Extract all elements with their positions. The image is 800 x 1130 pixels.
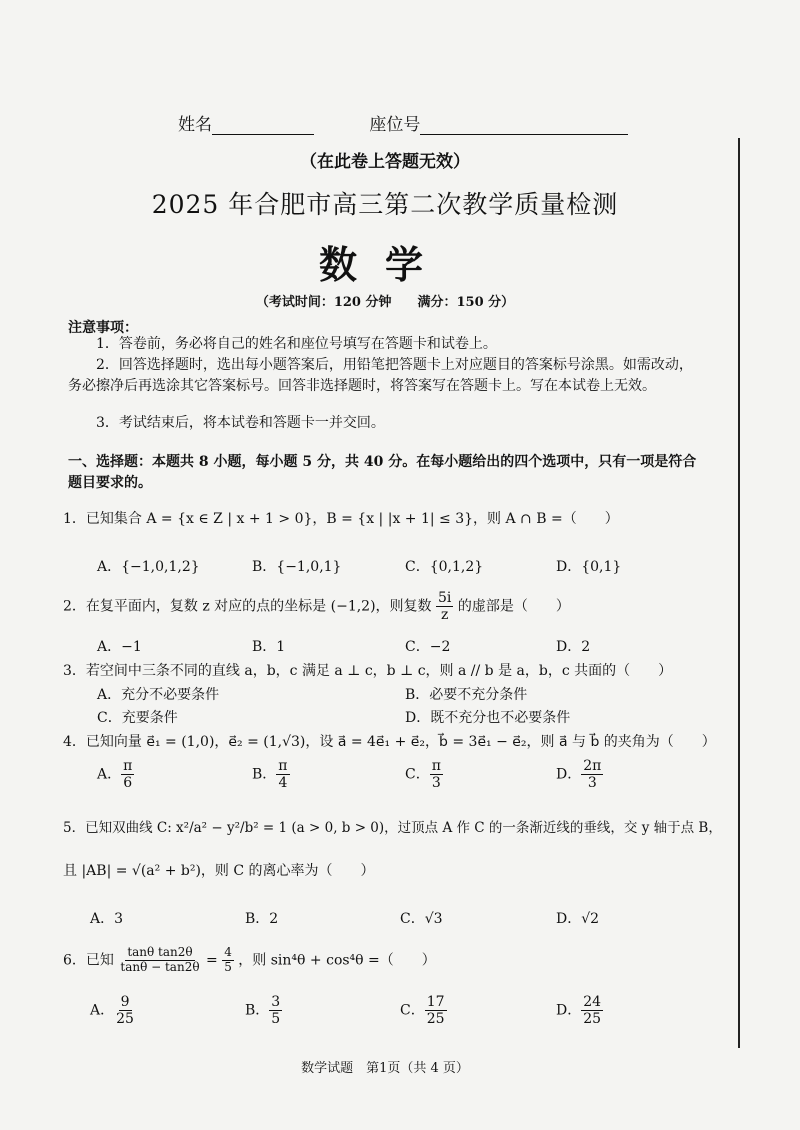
- exam-title: 2025 年合肥市高三第二次教学质量检测: [151, 190, 619, 219]
- option-fraction: [581, 758, 603, 791]
- question-3-option-d: D．既不充分也不必要条件: [405, 710, 571, 726]
- question-1-stem: 1．已知集合 A = {x ∈ Z | x + 1 > 0}，B = {x | |x + 1| ≤ 3}，则 A ∩ B =（ ）: [63, 511, 619, 527]
- question-3-stem: 3．若空间中三条不同的直线 a，b，c 满足 a ⊥ c，b ⊥ c，则 a // b 是 a，b，c 共面的（ ）: [63, 663, 673, 679]
- fraction-denominator: 25: [426, 1011, 445, 1028]
- fraction-numerator: 17: [426, 994, 445, 1010]
- question-1-option-a: A．{−1,0,1,2}: [97, 559, 200, 575]
- fraction-denominator: 4: [278, 775, 288, 792]
- question-4-option-d: [556, 758, 603, 791]
- option-label: A．: [90, 1002, 115, 1019]
- option-label: B．: [252, 766, 277, 783]
- question-5-option-b: B．2: [245, 911, 279, 927]
- fraction-numerator: π: [431, 758, 441, 774]
- question-4-option-a: [97, 758, 134, 791]
- question-5-option-a: A．3: [90, 911, 124, 927]
- question-6-option-b: [245, 994, 282, 1027]
- fraction-numerator: π: [123, 758, 133, 774]
- question-6-stem-pre: 6．已知: [63, 952, 114, 969]
- fraction-denominator: 25: [583, 1011, 602, 1028]
- fraction-numerator: 24: [583, 994, 602, 1010]
- question-4-stem: 4．已知向量 e⃗₁ = (1,0)，e⃗₂ = (1,√3)，设 a⃗ = 4e⃗₁ + e⃗₂，b⃗ = 3e⃗₁ − e⃗₂，则 a⃗ 与 b⃗ 的夹角为（ ）: [63, 734, 716, 750]
- option-fraction: [430, 758, 443, 791]
- question-3-option-a: A．充分不必要条件: [97, 687, 220, 703]
- option-fraction: [269, 994, 282, 1027]
- option-fraction: [276, 758, 289, 791]
- question-6-equals: =: [206, 952, 218, 969]
- fraction-numerator: tanθ tan2θ: [127, 945, 193, 959]
- question-1-option-d: D．{0,1}: [556, 559, 622, 575]
- page-footer: 数学试题 第1页（共 4 页）: [301, 1061, 469, 1076]
- fraction-denominator: 25: [116, 1011, 134, 1028]
- fraction-denominator: 6: [123, 775, 133, 792]
- question-2-stem: [63, 590, 703, 623]
- fraction-denominator: tanθ − tan2θ: [120, 959, 200, 974]
- seat-label: 座位号: [369, 115, 421, 135]
- option-label: D．: [556, 1002, 582, 1019]
- fraction-numerator: π: [278, 758, 288, 774]
- question-4-option-b: [252, 758, 290, 791]
- fraction-denominator: 5: [224, 959, 232, 974]
- question-2-option-d: D．2: [556, 639, 591, 655]
- question-6-fraction: [118, 946, 201, 975]
- question-2-option-c: C．−2: [405, 639, 451, 655]
- fraction-denominator: z: [441, 607, 449, 624]
- fraction-numerator: 3: [271, 994, 281, 1010]
- question-2-stem-post: 的虚部是（ ）: [457, 598, 570, 615]
- option-fraction: [581, 994, 603, 1027]
- question-4-option-c: [405, 758, 443, 791]
- fraction-denominator: 3: [431, 775, 441, 792]
- name-blank: [212, 118, 314, 135]
- option-label: B．: [245, 1002, 270, 1019]
- seat-blank: [420, 118, 628, 135]
- option-fraction: [425, 994, 447, 1027]
- option-label: D．: [556, 766, 582, 783]
- exam-info: （考试时间：120 分钟 满分：150 分）: [255, 295, 515, 310]
- question-6-fraction-2: [222, 946, 234, 975]
- question-5-option-d: D．√2: [556, 911, 600, 927]
- instruction-item: 3．考试结束后，将本试卷和答题卡一并交回。: [96, 415, 385, 431]
- question-3-option-c: C．充要条件: [97, 710, 178, 726]
- question-1-option-c: C．{0,1,2}: [405, 559, 484, 575]
- option-label: A．: [97, 766, 122, 783]
- instructions-heading: 注意事项：: [68, 320, 138, 336]
- question-2-option-a: A．−1: [97, 639, 142, 655]
- question-6-option-c: [400, 994, 447, 1027]
- option-fraction: [114, 994, 136, 1027]
- fraction-numerator: 4: [224, 945, 232, 959]
- instruction-item: 1．答卷前，务必将自己的姓名和座位号填写在答题卡和试卷上。: [96, 336, 497, 352]
- question-2-fraction: [436, 590, 453, 623]
- question-3-option-b: B．必要不充分条件: [405, 687, 528, 703]
- question-6-stem: [63, 946, 703, 975]
- fraction-numerator: 5i: [438, 590, 452, 606]
- question-2-option-b: B．1: [252, 639, 286, 655]
- question-1-option-b: B．{−1,0,1}: [252, 559, 342, 575]
- question-5-stem-line-2: 且 |AB| = √(a² + b²)，则 C 的离心率为（ ）: [63, 863, 375, 879]
- fraction-denominator: 5: [271, 1011, 281, 1028]
- name-seat-row: [178, 110, 628, 135]
- section-heading: 一、选择题：本题共 8 小题，每小题 5 分，共 40 分。在每小题给出的四个选项中，只有一项是符合题目要求的。: [68, 454, 697, 491]
- fraction-numerator: 9: [120, 994, 130, 1010]
- subject-title: 数学: [318, 242, 451, 287]
- invalid-note: （在此卷上答题无效）: [300, 152, 470, 172]
- fraction-denominator: 3: [587, 775, 597, 792]
- question-6-option-d: [556, 994, 603, 1027]
- option-label: C．: [400, 1002, 425, 1019]
- instruction-item: 2．回答选择题时，选出每小题答案后，用铅笔把答题卡上对应题目的答案标号涂黑。如需改动，务必擦净后再选涂其它答案标号。回答非选择题时，将答案写在答题卡上。写在本试卷上无效。: [68, 357, 693, 394]
- question-6-option-a: [90, 994, 136, 1027]
- question-5-stem-line-1: 5．已知双曲线 C: x²/a² − y²/b² = 1 (a > 0, b > 0)，过顶点 A 作 C 的一条渐近线的垂线，交 y 轴于点 B，: [63, 820, 722, 836]
- name-label: 姓名: [178, 115, 212, 135]
- question-2-stem-pre: 2．在复平面内，复数 z 对应的点的坐标是 (−1,2)，则复数: [63, 598, 432, 615]
- option-label: C．: [405, 766, 430, 783]
- question-6-stem-post: ，则 sin⁴θ + cos⁴θ =（ ）: [238, 952, 436, 969]
- option-fraction: [121, 758, 134, 791]
- fraction-numerator: 2π: [583, 758, 602, 774]
- question-5-option-c: C．√3: [400, 911, 443, 927]
